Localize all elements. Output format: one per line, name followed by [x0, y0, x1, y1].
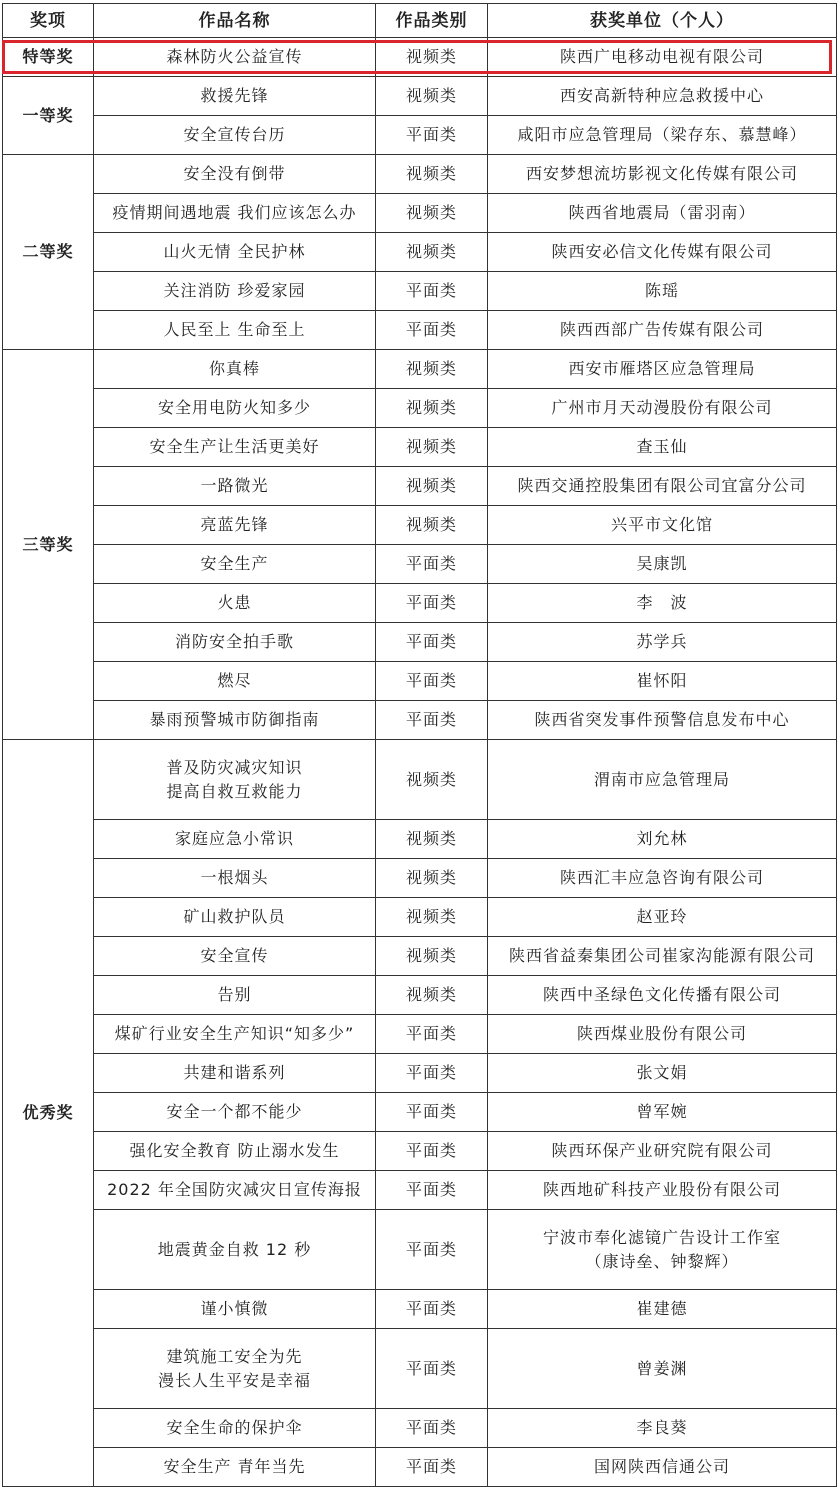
work-category: 平面类: [376, 545, 488, 584]
work-category: 平面类: [376, 1015, 488, 1054]
work-title: [94, 1329, 376, 1409]
work-category: 视频类: [376, 898, 488, 937]
work-title-line: 矿山救护队员: [183, 907, 286, 926]
table-row: [3, 898, 837, 937]
winner-unit: [488, 1329, 837, 1409]
work-title: [94, 1093, 376, 1132]
winner-unit: [488, 623, 837, 662]
work-title: [94, 1015, 376, 1054]
table-row: [3, 1054, 837, 1093]
work-title-line: 火患: [217, 593, 252, 612]
winner-unit-line: 陕西省突发事件预警信息发布中心: [534, 710, 790, 729]
table-row: [3, 389, 837, 428]
header-category: 作品类别: [376, 4, 488, 38]
winner-unit-line: 陕西中圣绿色文化传播有限公司: [542, 985, 781, 1004]
work-category: 平面类: [376, 1409, 488, 1448]
winner-unit: [488, 428, 837, 467]
winner-unit: [488, 506, 837, 545]
work-title: [94, 859, 376, 898]
winner-unit-line: 苏学兵: [636, 632, 688, 651]
work-title-line: 安全宣传: [200, 946, 269, 965]
work-title-line: 告别: [217, 985, 252, 1004]
work-category: 平面类: [376, 584, 488, 623]
work-title: [94, 937, 376, 976]
winner-unit-line: 西安市雁塔区应急管理局: [568, 359, 756, 378]
work-category: 视频类: [376, 194, 488, 233]
work-title: [94, 116, 376, 155]
work-category: 平面类: [376, 1093, 488, 1132]
work-title-line: 安全生产: [200, 554, 269, 573]
winner-unit: [488, 1015, 837, 1054]
winner-unit-line: 西安梦想流坊影视文化传媒有限公司: [525, 164, 798, 183]
work-category: 平面类: [376, 1171, 488, 1210]
winner-unit: [488, 1409, 837, 1448]
winner-unit-line: 张文娟: [636, 1063, 688, 1082]
table-row: [3, 155, 837, 194]
work-title: [94, 1132, 376, 1171]
winner-unit: [488, 820, 837, 859]
table-row: [3, 623, 837, 662]
work-title-line: 安全生产 青年当先: [163, 1457, 306, 1476]
work-title-line: 山火无情 全民护林: [163, 242, 306, 261]
winner-unit: [488, 584, 837, 623]
winner-unit-line: 曾军婉: [636, 1102, 688, 1121]
winner-unit-line: （康诗垒、钟黎辉）: [585, 1251, 739, 1271]
winner-unit-line: 陈瑶: [644, 281, 679, 300]
work-category: 视频类: [376, 937, 488, 976]
winner-unit-line: 陕西汇丰应急咨询有限公司: [559, 868, 764, 887]
table-row: [3, 428, 837, 467]
table-row: [3, 662, 837, 701]
winner-unit-line: 西安高新特种应急救援中心: [559, 86, 764, 105]
work-category: 平面类: [376, 116, 488, 155]
work-title-line: 关注消防 珍爱家园: [163, 281, 306, 300]
table-row: [3, 1015, 837, 1054]
table-row: [3, 976, 837, 1015]
table-row: [3, 1210, 837, 1290]
winner-unit-line: 陕西环保产业研究院有限公司: [551, 1141, 773, 1160]
winner-unit: [488, 155, 837, 194]
table-row: [3, 584, 837, 623]
work-category: 视频类: [376, 77, 488, 116]
work-title-line: 煤矿行业安全生产知识“知多少”: [114, 1024, 355, 1043]
table-row: [3, 1093, 837, 1132]
table-row: [3, 38, 837, 77]
work-category: 平面类: [376, 272, 488, 311]
winner-unit: [488, 1054, 837, 1093]
prize-level: 优秀奖: [3, 740, 94, 1487]
table-row: [3, 701, 837, 740]
work-title-line: 一根烟头: [200, 868, 269, 887]
work-category: 平面类: [376, 1132, 488, 1171]
winner-unit-line: 李 波: [636, 593, 688, 612]
table-row: [3, 1448, 837, 1487]
winner-unit: [488, 389, 837, 428]
work-title: [94, 1290, 376, 1329]
work-category: 视频类: [376, 467, 488, 506]
work-category: 平面类: [376, 701, 488, 740]
work-title: [94, 623, 376, 662]
work-title-line: 救援先锋: [200, 86, 269, 105]
work-title: [94, 233, 376, 272]
winner-unit: [488, 976, 837, 1015]
header-winner: 获奖单位（个人）: [488, 4, 837, 38]
work-category: 视频类: [376, 506, 488, 545]
work-title-line: 消防安全拍手歌: [174, 632, 294, 651]
work-title-line: 谨小慎微: [200, 1299, 269, 1318]
work-title: [94, 194, 376, 233]
work-title: [94, 545, 376, 584]
work-category: 视频类: [376, 233, 488, 272]
work-title-line: 亮蓝先锋: [200, 515, 269, 534]
work-title: [94, 311, 376, 350]
work-category: 平面类: [376, 662, 488, 701]
winner-unit-line: 咸阳市应急管理局（梁存东、慕慧峰）: [517, 125, 807, 144]
work-title: [94, 467, 376, 506]
work-category: 平面类: [376, 1054, 488, 1093]
work-title-line: 一路微光: [200, 476, 269, 495]
work-title-line: 你真棒: [208, 359, 260, 378]
winner-unit: [488, 1448, 837, 1487]
table-row: [3, 740, 837, 820]
table-row: [3, 272, 837, 311]
winner-unit-line: 陕西交通控股集团有限公司宜富分公司: [517, 476, 807, 495]
prize-level: 三等奖: [3, 350, 94, 740]
winner-unit-line: 吴康凯: [636, 554, 688, 573]
work-title-line: 安全用电防火知多少: [157, 398, 311, 417]
work-title: [94, 662, 376, 701]
table-row: [3, 937, 837, 976]
winner-unit: [488, 311, 837, 350]
awards-table: [2, 3, 837, 1487]
work-title-line: 提高自救互救能力: [166, 781, 303, 801]
work-title: [94, 820, 376, 859]
work-title-line: 人民至上 生命至上: [163, 320, 306, 339]
work-title: [94, 272, 376, 311]
winner-unit-line: 陕西地矿科技产业股份有限公司: [542, 1180, 781, 1199]
work-title-line: 安全没有倒带: [183, 164, 286, 183]
work-category: 平面类: [376, 1210, 488, 1290]
winner-unit: [488, 701, 837, 740]
winner-unit: [488, 545, 837, 584]
winner-unit: [488, 194, 837, 233]
winner-unit: [488, 233, 837, 272]
winner-unit: [488, 272, 837, 311]
work-title-line: 2022 年全国防灾减灾日宣传海报: [107, 1180, 362, 1199]
winner-unit-line: 广州市月天动漫股份有限公司: [551, 398, 773, 417]
winner-unit: [488, 1132, 837, 1171]
table-row: [3, 820, 837, 859]
work-title: [94, 77, 376, 116]
work-title-line: 共建和谐系列: [183, 1063, 286, 1082]
work-category: 平面类: [376, 623, 488, 662]
table-row: [3, 233, 837, 272]
table-row: [3, 116, 837, 155]
header-prize: 奖项: [3, 4, 94, 38]
winner-unit: [488, 38, 837, 77]
table-row: [3, 1132, 837, 1171]
work-category: 视频类: [376, 740, 488, 820]
winner-unit: [488, 662, 837, 701]
work-title: [94, 976, 376, 1015]
winner-unit-line: 陕西广电移动电视有限公司: [559, 47, 764, 66]
work-title: [94, 350, 376, 389]
winner-unit-line: 陕西煤业股份有限公司: [576, 1024, 747, 1043]
work-title: [94, 1210, 376, 1290]
winner-unit: [488, 1171, 837, 1210]
winner-unit: [488, 77, 837, 116]
winner-unit-line: 刘允林: [636, 829, 688, 848]
work-category: 平面类: [376, 1290, 488, 1329]
prize-level: 特等奖: [3, 38, 94, 77]
winner-unit: [488, 937, 837, 976]
table-row: [3, 1409, 837, 1448]
winner-unit-line: 陕西西部广告传媒有限公司: [559, 320, 764, 339]
winner-unit-line: 陕西省地震局（雷羽南）: [568, 203, 756, 222]
work-title: [94, 584, 376, 623]
work-title: [94, 740, 376, 820]
work-title: [94, 1409, 376, 1448]
work-title-line: 疫情期间遇地震 我们应该怎么办: [112, 203, 357, 222]
work-category: 视频类: [376, 38, 488, 77]
work-title-line: 燃尽: [217, 671, 252, 690]
table-row: [3, 1171, 837, 1210]
work-title: [94, 155, 376, 194]
work-title-line: 地震黄金自救 12 秒: [157, 1239, 312, 1259]
prize-level: 二等奖: [3, 155, 94, 350]
winner-unit-line: 崔建德: [636, 1299, 688, 1318]
work-title-line: 安全宣传台历: [183, 125, 286, 144]
table-row: [3, 859, 837, 898]
table-row: [3, 467, 837, 506]
header-title: 作品名称: [94, 4, 376, 38]
work-title: [94, 1171, 376, 1210]
work-category: 平面类: [376, 1448, 488, 1487]
work-title: [94, 38, 376, 77]
work-title-line: 安全一个都不能少: [166, 1102, 303, 1121]
table-row: [3, 1329, 837, 1409]
work-category: 平面类: [376, 1329, 488, 1409]
work-title-line: 强化安全教育 防止溺水发生: [129, 1141, 340, 1160]
winner-unit-line: 国网陕西信通公司: [593, 1457, 730, 1476]
header-row: [3, 4, 837, 38]
winner-unit: [488, 740, 837, 820]
table-row: [3, 350, 837, 389]
winner-unit: [488, 898, 837, 937]
table-row: [3, 506, 837, 545]
winner-unit: [488, 350, 837, 389]
work-title-line: 森林防火公益宣传: [166, 47, 303, 66]
work-category: 视频类: [376, 155, 488, 194]
work-category: 视频类: [376, 389, 488, 428]
winner-unit-line: 兴平市文化馆: [610, 515, 713, 534]
winner-unit-line: 陕西安必信文化传媒有限公司: [551, 242, 773, 261]
table-row: [3, 77, 837, 116]
work-title-line: 暴雨预警城市防御指南: [149, 710, 320, 729]
winner-unit: [488, 467, 837, 506]
work-title: [94, 701, 376, 740]
work-title-line: 家庭应急小常识: [174, 829, 294, 848]
work-title: [94, 506, 376, 545]
work-category: 视频类: [376, 428, 488, 467]
winner-unit-line: 李良葵: [636, 1418, 688, 1437]
work-title-line: 安全生命的保护伞: [166, 1418, 303, 1437]
work-category: 视频类: [376, 859, 488, 898]
work-category: 视频类: [376, 820, 488, 859]
work-title-line: 建筑施工安全为先: [166, 1346, 303, 1366]
winner-unit: [488, 116, 837, 155]
table-row: [3, 1290, 837, 1329]
winner-unit: [488, 1290, 837, 1329]
winner-unit-line: 陕西省益秦集团公司崔家沟能源有限公司: [508, 946, 815, 965]
table-row: [3, 545, 837, 584]
table-row: [3, 194, 837, 233]
winner-unit-line: 曾姜渊: [636, 1358, 688, 1378]
table-row: [3, 311, 837, 350]
work-title-line: 漫长人生平安是幸福: [157, 1370, 311, 1390]
winner-unit-line: 崔怀阳: [636, 671, 688, 690]
winner-unit-line: 赵亚玲: [636, 907, 688, 926]
work-title: [94, 389, 376, 428]
prize-level: 一等奖: [3, 77, 94, 155]
work-category: 视频类: [376, 350, 488, 389]
work-title-line: 普及防灾减灾知识: [166, 757, 303, 777]
work-category: 视频类: [376, 976, 488, 1015]
winner-unit: [488, 1210, 837, 1290]
winner-unit: [488, 1093, 837, 1132]
winner-unit-line: 宁波市奉化滤镜广告设计工作室: [542, 1227, 781, 1247]
work-title: [94, 1448, 376, 1487]
winner-unit-line: 查玉仙: [636, 437, 688, 456]
winner-unit-line: 渭南市应急管理局: [593, 769, 730, 789]
work-title: [94, 428, 376, 467]
work-title-line: 安全生产让生活更美好: [149, 437, 320, 456]
work-title: [94, 1054, 376, 1093]
work-title: [94, 898, 376, 937]
work-category: 平面类: [376, 311, 488, 350]
winner-unit: [488, 859, 837, 898]
